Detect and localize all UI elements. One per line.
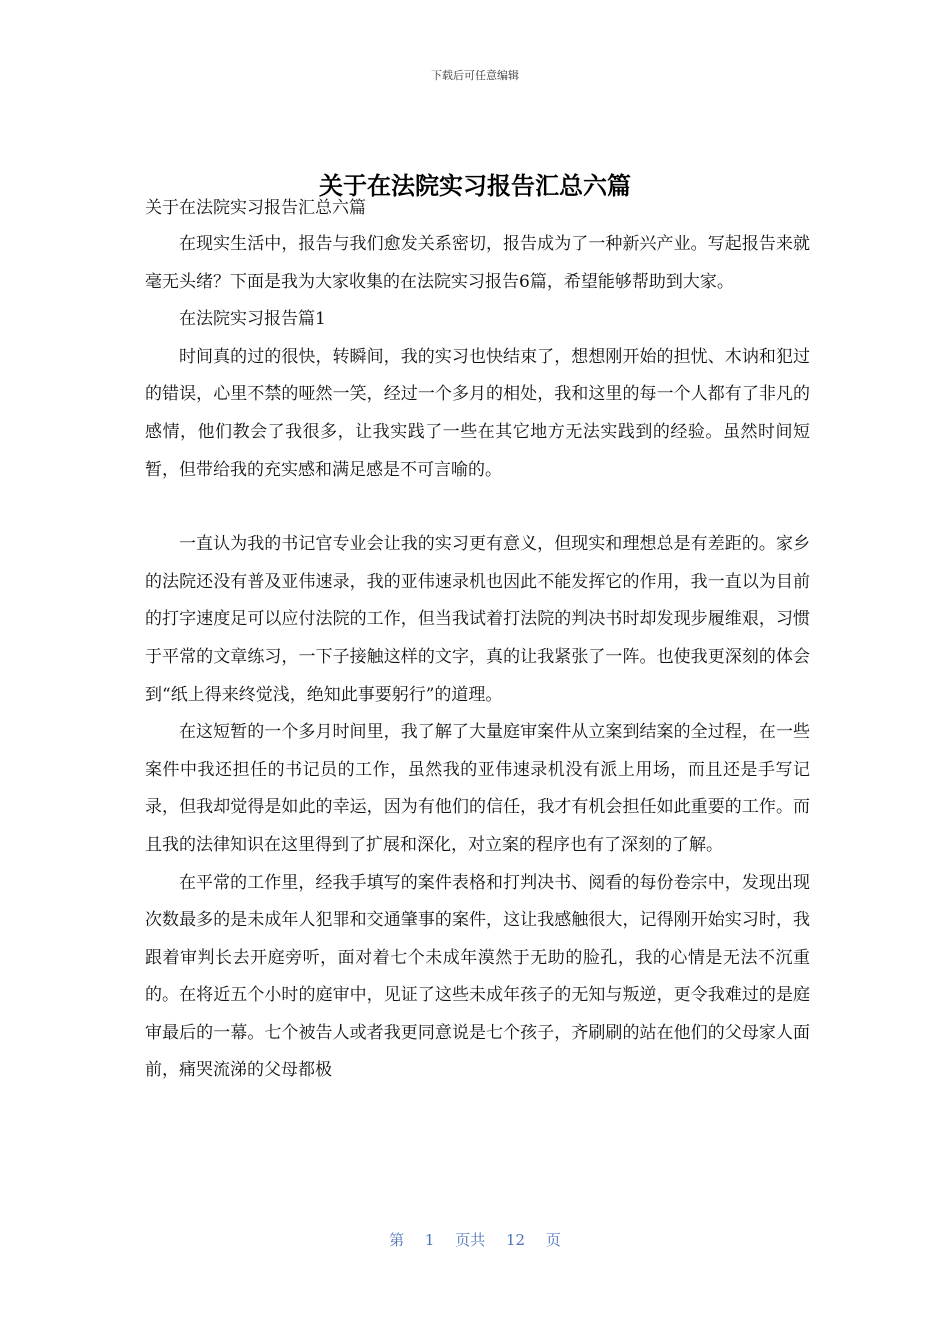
section-heading: 在法院实习报告篇1 [179,309,326,330]
document-body [145,190,810,1090]
page-label-suffix: 页 [545,1231,561,1249]
page-footer [0,1229,950,1250]
current-page-number: 1 [424,1231,435,1249]
paragraph: 时间真的过的很快，转瞬间，我的实习也快结束了，想想刚开始的担忧、木讷和犯过的错误，心里不禁的哑然一笑，经过一个多月的相处，我和这里的每一个人都有了非凡的感情，他们教会了我很多，让我实践了一些在其它地方无法实践到的经验。虽然时间短暂，但带给我的充实感和满足感是不可言喻的。 [145,346,810,480]
document-title: 关于在法院实习报告汇总六篇 [319,172,631,201]
paragraph-intro: 在现实生活中，报告与我们愈发关系密切，报告成为了一种新兴产业。写起报告来就毫无头绪？下面是我为大家收集的在法院实习报告6篇，希望能够帮助到大家。 [145,234,810,292]
paragraph: 一直认为我的书记官专业会让我的实习更有意义，但现实和理想总是有差距的。家乡的法院还没有普及亚伟速录，我的亚伟速录机也因此不能发挥它的作用，我一直以为目前的打字速度足可以应付法院的工作，但当我试着打法院的判决书时却发现步履维艰，习惯于平常的文章练习，一下子接触这样的文字，真的让我紧张了一阵。也使我更深刻的体会到“纸上得来终觉浅，绝知此事要躬行”的道理。 [145,534,810,705]
total-pages: 12 [506,1231,526,1249]
page-label-prefix: 第 [389,1231,405,1249]
document-subtitle: 关于在法院实习报告汇总六篇 [145,198,366,218]
page-label-mid: 页共 [455,1231,486,1249]
paragraph: 在这短暂的一个多月时间里，我了解了大量庭审案件从立案到结案的全过程，在一些案件中我还担任的书记员的工作，虽然我的亚伟速录机没有派上用场，而且还是手写记录，但我却觉得是如此的幸运，因为有他们的信任，我才有机会担任如此重要的工作。而且我的法律知识在这里得到了扩展和深化，对立案的程序也有了深刻的了解。 [145,722,810,855]
paragraph: 在平常的工作里，经我手填写的案件表格和打判决书、阅看的每份卷宗中，发现出现次数最多的是未成年人犯罪和交通肇事的案件，这让我感触很大，记得刚开始实习时，我跟着审判长去开庭旁听，面对着七个未成年漠然于无助的脸孔，我的心情是无法不沉重的。在将近五个小时的庭审中，见证了这些未成年孩子的无知与叛逆，更令我难过的是庭审最后的一幕。七个被告人或者我更同意说是七个孩子，齐刷刷的站在他们的父母家人面前，痛哭流涕的父母都极 [145,872,810,1081]
header-note: 下载后可任意编辑 [431,69,519,82]
